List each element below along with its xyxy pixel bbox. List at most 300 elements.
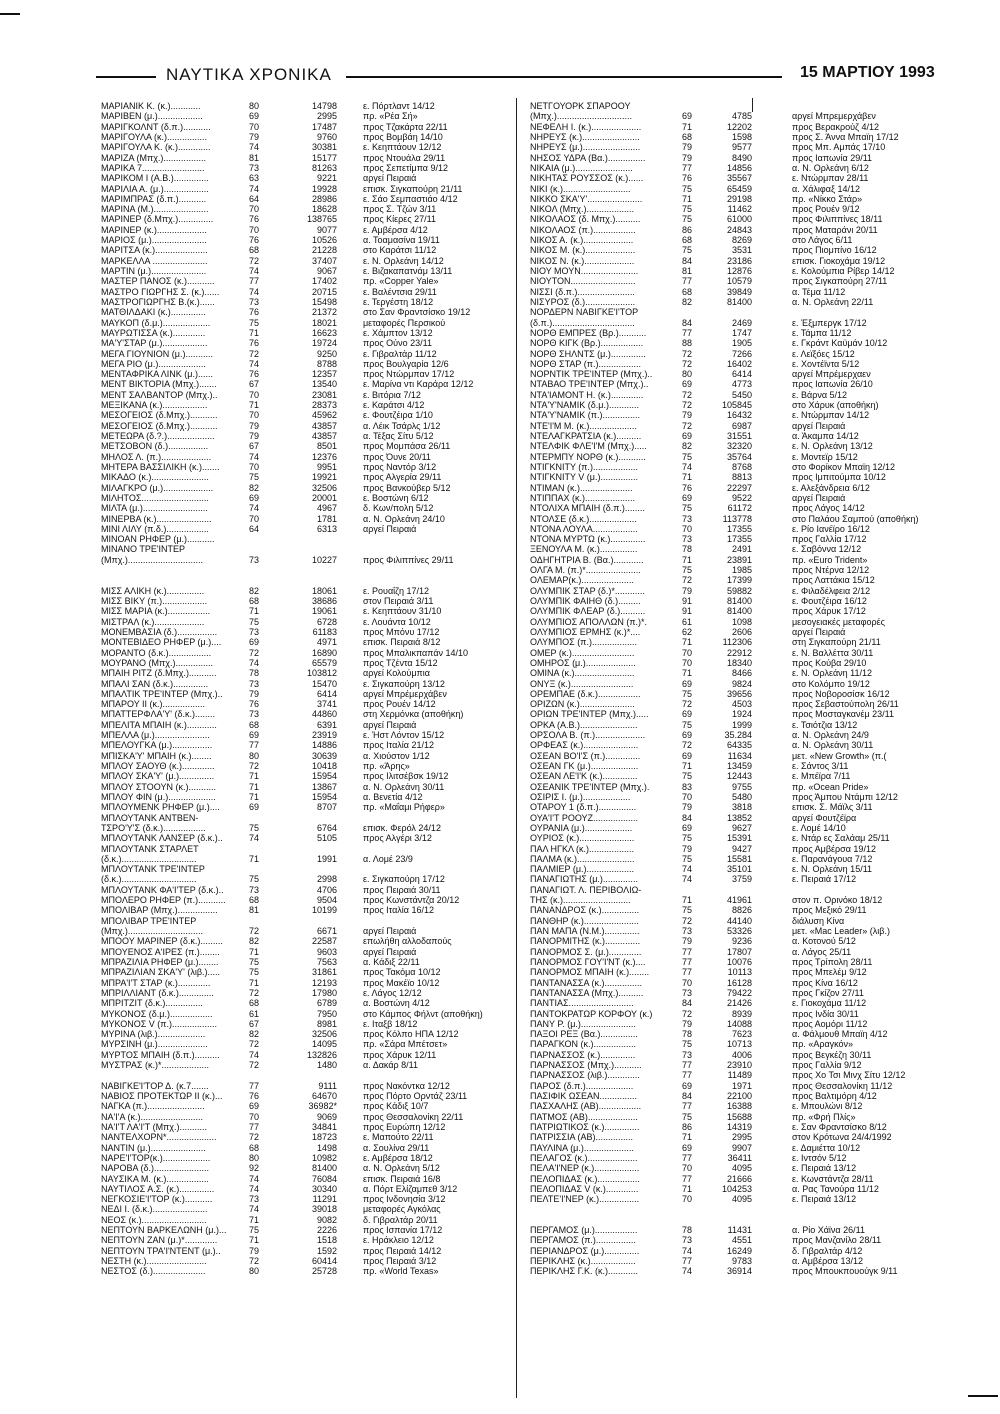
ship-name: ΜΠΡΑΖΙΛΙΑ ΡΗΦΕΡ (μ.)........ [101,956,219,967]
build-year: 92 [249,1163,260,1174]
build-year: 75 [249,967,260,978]
ship-name: ΝΕΦΕΛΗ Ι. (κ.).................... [530,121,642,132]
tonnage: 9824 [731,678,752,689]
margin-mark-top [0,13,20,15]
build-year: 71 [249,791,260,802]
tonnage: 28373 [311,400,337,411]
ship-name: ΜΠΛΟΥΤΑΝΚ ΛΑΝΣΕΡ (δ.κ.).. [101,833,223,844]
build-year: 79 [682,802,693,813]
ship-row [530,1225,960,1235]
position-status: ε. Ντώρμπαν 28/11 [792,173,869,184]
tonnage: 9250 [316,348,337,359]
build-year: 70 [682,977,693,988]
tonnage: 15688 [726,1111,752,1122]
ship-row [530,184,960,194]
position-status: πρ. «Αραγκόν» [792,1039,854,1050]
ship-row [530,483,960,493]
build-year: 71 [249,853,260,864]
tonnage: 2491 [731,544,752,555]
ship-row [530,606,960,616]
tonnage: 104253 [721,1183,752,1194]
ship-name: ΠΑΡΑΓΚΟΝ (κ.)................. [530,1039,637,1050]
build-year: 79 [682,142,693,153]
build-year: 77 [682,1256,693,1266]
build-year: 72 [249,1060,260,1071]
position-status: προς Κίερες 27/11 [363,214,437,225]
ship-name: ΜΙΛΤΑ (μ.).......................... [101,503,208,514]
ship-name: ΜΠΛΟΥ ΦΙΝ (μ.)................... [101,791,216,802]
ship-name: ΜΠΛΟΥΤΑΝΚ ΣΤΑΡΛΕΤ [101,843,199,854]
build-year: 69 [249,730,260,741]
ship-name: ΜΑΡΙΖΑ (Μπχ.)................. [101,152,206,163]
ship-row [530,555,960,565]
ship-row [530,462,960,472]
position-status: ε. Κωνστάντζα 28/11 [792,1173,874,1184]
tonnage: 23910 [726,1060,752,1071]
ship-name: ΜΠΛΟΥΤΑΝΚ ΑΝΤΒΕΝ- [101,812,199,823]
build-year: 67 [249,441,260,452]
tonnage: 36982* [308,1101,337,1112]
build-year: 72 [249,1256,260,1266]
ship-name: ΜΑ'Υ'ΣΤΑΡ (μ.).................. [101,338,208,349]
ship-name: ΜΑΡΙΤΣΑ (κ.)..................... [101,245,208,256]
ship-name: ΠΑΛΜΙΕΡ (μ.)................... [530,864,635,875]
ship-row [530,978,960,988]
ship-name: ΜΥΣΤΡΑΣ (κ.)*................... [101,1060,209,1071]
tonnage: 2998 [316,874,337,885]
ship-name: ΜΠΡΑΖΙΛΙΑΝ ΣΚΑ'Υ' (λιβ.)..... [101,967,221,978]
build-year: 71 [682,472,693,483]
ship-name: ΟΡΙΩΝ ΤΡΕ'ΙΝΤΕΡ (Μπχ.)..... [530,709,649,720]
ship-row [101,1153,511,1163]
ship-name: ΝΑΝΤΕΛΧΟΡΝ*.................... [101,1132,217,1143]
ship-name: ΜΑΡΙΟΣ (μ.)...................... [101,235,207,246]
ship-name: ΞΕΝΟΥΛΑ Μ. (κ.)............... [530,544,638,555]
ship-name: ΝΕΔΙ Ι. (δ.κ.)...................... [101,1204,208,1215]
build-year: 76 [682,482,693,493]
ship-name: ΠΑΛ ΗΓΚΛ (κ.).................. [530,843,634,854]
ship-row [530,792,960,802]
build-year: 80 [249,1266,260,1277]
tonnage: 2995 [731,1132,752,1143]
ship-row [101,895,511,905]
tonnage: 9951 [316,461,337,472]
tonnage: 35.284 [724,730,752,741]
position-status: προς Ντέρνα 12/12 [792,565,870,576]
ship-row [530,1204,960,1214]
position-status: ε. Σαβόννα 12/12 [792,544,862,555]
tonnage: 10076 [726,956,752,967]
tonnage: 41961 [726,895,752,906]
tonnage: 10418 [311,761,337,771]
build-year: 73 [249,1194,260,1205]
ship-row [101,648,511,658]
position-status: α. Ν. Ορλεάνη 22/11 [792,296,874,307]
ship-name: ΠΑΛΜΑ (κ.)....................... [530,853,635,864]
position-status: στον Πειραιά 3/11 [363,596,434,606]
ship-row [101,679,511,689]
ship-row [101,967,511,977]
position-status: προς Αομόρι 11/12 [792,1018,868,1029]
build-year: 71 [249,606,260,617]
ship-name: ΜΑΣΤΡΟ ΓΙΩΡΓΗΣ Σ. (κ.)...... [101,286,220,297]
ship-row [101,1266,511,1276]
position-status: πρ. «Ρέα Σή» [363,111,418,122]
ship-name: ΠΑΞΟΙ ΡΕΞ (Βα.)............... [530,1029,638,1040]
ship-name: ΝΤΑΒΑΟ ΤΡΕ'ΙΝΤΕΡ (Μπχ.).. [530,379,649,390]
build-year: 91 [682,606,693,617]
tonnage: 1999 [731,719,752,730]
build-year: 71 [682,761,693,771]
ship-row [530,1112,960,1122]
tonnage: 11291 [312,1194,337,1205]
ship-row [101,761,511,771]
position-status: α. Δακάρ 8/11 [363,1060,418,1071]
tonnage: 79422 [726,987,752,998]
ship-row [530,101,960,111]
position-status: ε. Καράτσι 4/12 [363,400,425,411]
build-year: 77 [682,946,693,957]
ship-row [101,111,511,121]
position-status: προς Τζέντα 15/12 [363,657,438,668]
ship-name: ΟΤΑΡΟΥ 1 (δ.π.)............... [530,802,637,813]
ship-name: ΠΑΝΤΑΝΑΣΣΑ (κ.)............... [530,977,642,988]
position-status: ε. Σάο Σεμπαστιάο 4/12 [363,193,458,204]
tonnage: 17402 [311,276,337,287]
tonnage: 132826 [306,1049,337,1060]
ship-row [101,1050,511,1060]
position-status: α. Κάδιξ 22/11 [363,956,420,967]
tonnage: 17980 [311,987,337,998]
tonnage: 31551 [726,431,752,441]
tonnage: 14088 [726,1018,752,1029]
ship-row [101,730,511,740]
position-status: δ. Κων/πολη 5/12 [363,503,434,514]
ship-row [101,575,511,585]
ship-name: ΝΑΡΟΒΑ (δ.)...................... [101,1163,210,1174]
position-status: α. Τοαμασίνα 19/11 [363,235,440,246]
build-year: 74 [249,1173,260,1184]
ship-row [101,483,511,493]
ship-row [530,627,960,637]
build-year: 84 [682,812,693,823]
ship-row [530,204,960,214]
tonnage: 2995 [316,111,337,122]
build-year: 69 [249,802,260,813]
tonnage: 12376 [311,451,337,462]
ship-row [101,720,511,730]
tonnage: 112306 [722,637,752,648]
tonnage: 39018 [311,1204,337,1215]
ship-name: ΜΙΛΑΓΚΡΟ (μ.).................... [101,482,214,493]
build-year: 71 [682,121,693,132]
tonnage: 10227 [311,554,337,565]
build-year: 70 [682,657,693,668]
tonnage: 6414 [316,688,337,699]
tonnage: 20715 [311,286,337,297]
tonnage: 32506 [311,1029,337,1040]
tonnage: 12357 [311,369,337,380]
position-status: προς Όυνε 20/11 [363,451,431,462]
tonnage: 9522 [731,492,752,503]
ship-name: ΟΜΙΝΑ (κ.)........................ [530,668,635,679]
ship-name: ΟΡΕΜΠΑΕ (δ.κ.)................. [530,688,641,699]
tonnage: 65579 [311,657,337,668]
position-status: προς Μακέϊο 10/12 [363,977,440,988]
tonnage: 12876 [726,266,752,276]
ship-name: ΟΣΕΑΝ ΒΟ'Ι'Σ (π.).............. [530,750,641,761]
build-year: 68 [249,1142,260,1153]
tonnage: 61183 [312,626,337,637]
position-status: α. Ν. Ορλεάνη 24/9 [792,730,869,741]
ship-name: ΜΑΡΤΙΝ (μ.)...................... [101,266,207,276]
ship-name: ΠΑΡΝΑΣΣΟΣ (Μπχ.)........... [530,1060,642,1071]
ship-row [101,555,511,565]
ship-row [101,1184,511,1194]
build-year: 69 [682,730,693,741]
build-year: 79 [682,410,693,421]
tonnage: 81400 [726,596,752,606]
ship-name: ΜΠΟΛΙΒΑΡ ΤΡΕ'ΙΝΤΕΡ [101,915,197,926]
tonnage: 105845 [721,400,752,411]
ship-name: ΜΙΣΤΡΑΛ (κ.).................... [101,616,205,627]
position-status: αργεί Πειραιά [792,420,846,431]
ship-row [101,1122,511,1132]
ship-row [530,359,960,369]
ship-name: ΝΟΡΘ ΚΙΓΚ (Βρ.)................. [530,338,644,349]
position-status: επισκ. Σ. Μάϊλς 3/11 [792,802,873,813]
ship-row [101,1112,511,1122]
tonnage: 43857 [311,420,337,431]
build-year: 76 [249,338,260,349]
ship-name: ΜΟΝΕΜΒΑΣΙΑ (δ.)................ [101,626,218,637]
build-year: 73 [249,296,260,307]
build-year: 72 [249,761,260,771]
build-year: 84 [682,317,693,328]
ship-name: ΜΑΡΙΓΚΟΛΝΤ (δ.π.)........... [101,121,211,132]
position-status: πρ. «Νίκκο Στάρ» [792,193,863,204]
ship-name: ΝΙΟΥΤΟΝ.......................... [530,276,636,287]
ship-row [101,586,511,596]
ship-name: ΝΕΠΤΟΥΝ ΒΑΡΚΕΛΩΝΗ (μ.)... [101,1225,227,1236]
tonnage: 14886 [311,740,337,751]
ship-row [530,637,960,647]
ship-row [101,1070,511,1080]
ship-name: (Μπχ.).............................. [530,111,632,122]
build-year: 71 [249,400,260,411]
tonnage: 18723 [311,1132,337,1143]
build-year: 68 [249,895,260,906]
position-status: προς Νοβοροσίσκ 16/12 [792,688,890,699]
ship-name: ΟΜΕΡ (κ.)......................... [530,647,635,658]
tonnage: 15391 [726,833,752,844]
ship-row [101,514,511,524]
tonnage: 6789 [316,998,337,1009]
position-status: ε. Δαμιέττα 10/12 [792,1142,861,1153]
build-year: 84 [682,998,693,1009]
ship-row [530,421,960,431]
tonnage: 81400 [311,1163,337,1174]
tonnage: 4773 [731,379,752,390]
tonnage: 45962 [311,410,337,421]
build-year: 71 [682,668,693,679]
ship-name: ΝΤΑ'ΙΑΜΟΝΤ Η. (κ.)............. [530,389,644,400]
build-year: 73 [682,926,693,936]
ship-name: ΝΙΚΗΤΑΣ ΡΟΥΣΣΟΣ (κ.)...... [530,173,644,184]
position-status: προς Φιλιππίνες 18/11 [792,214,883,225]
position-status: προς Μπουκπουούγκ 9/11 [792,1266,898,1277]
build-year: 69 [249,637,260,648]
ship-name: ΜΙΣΣ ΜΑΡΙΑ (κ.)................. [101,606,211,617]
build-year: 82 [249,936,260,947]
ship-name: ΝΗΣΟΣ ΥΔΡΑ (Βα.)............... [530,152,646,163]
build-year: 71 [249,771,260,782]
ship-row [101,1194,511,1204]
ship-name: ΝΕΓΚΟΣΙΕ'Ι'ΤΟΡ (κ.)........... [101,1194,213,1205]
tonnage: 9067 [316,266,337,276]
ship-name: ΟΣΕΑΝΙΚ ΤΡΕ'ΙΝΤΕΡ (Μπχ.). [530,781,650,792]
build-year: 73 [249,709,260,720]
build-year: 79 [249,688,260,699]
build-year: 69 [682,822,693,833]
ship-row [530,1143,960,1153]
tonnage: 16402 [726,358,752,369]
ship-name: ΜΙΝΟΑΝ ΡΗΦΕΡ (μ.)........... [101,534,215,545]
tonnage: 7950 [316,1008,337,1019]
build-year: 72 [682,699,693,710]
position-status: ε. Τσιότζια 13/12 [792,719,858,730]
build-year: 74 [682,1245,693,1256]
ship-name: ΠΑΝΟΡΜΟΣ ΜΠΑΙΗ (κ.)........ [530,967,650,978]
build-year: 73 [682,513,693,524]
position-status: ε. Λουάντα 10/12 [363,616,431,627]
build-year: 76 [249,214,260,225]
position-status: προς Πειραιά 14/12 [363,1245,442,1256]
position-status: α. Χιούστον 1/12 [363,750,430,761]
ship-name: ΠΑΤΡΙΩΤΙΚΟΣ (κ.).............. [530,1121,640,1132]
ship-row [530,1029,960,1039]
ship-row [101,142,511,152]
tonnage: 21426 [726,998,752,1009]
build-year: 68 [682,286,693,297]
build-year: 77 [249,740,260,751]
tonnage: 15498 [311,296,337,307]
position-status: προς Ούνο 23/11 [363,338,432,349]
ship-row [101,276,511,286]
build-year: 72 [682,389,693,400]
ship-name: ΝΤΙΜΑΝ (κ.)..................... [530,482,633,493]
ship-row [530,586,960,596]
build-year: 77 [682,1152,693,1163]
tonnage: 16249 [726,1245,752,1256]
position-status: προς Αμβέρσα 19/12 [792,843,876,854]
tonnage: 3741 [316,699,337,710]
ship-name: ΠΕΛΟΠΙΔΑΣ V (κ.)............. [530,1183,639,1194]
build-year: 72 [682,740,693,751]
ship-row [530,771,960,781]
build-year: 78 [682,1225,693,1236]
position-status: ε. Λεϊξόες 15/12 [792,348,855,359]
tonnage: 4967 [316,503,337,514]
position-status: προς Ινδονησία 3/12 [363,1194,446,1205]
ship-name: ΜΠΕΛΙΤΑ ΜΠΑΙΗ (κ.)............ [101,719,217,730]
build-year: 84 [682,255,693,266]
tonnage: 32506 [311,482,337,493]
ship-name: ΝΟΡΔΕΡΝ ΝΑΒΙΓΚΕ'Ι'ΤΟΡ [530,307,639,318]
tonnage: 12193 [311,977,337,988]
ship-row [101,1215,511,1225]
ship-row [101,472,511,482]
ship-name: ΠΑΝΘΗΡ (κ.)...................... [530,915,639,926]
ship-name: ΜΕΤΕΩΡΑ (δ.?.)................... [101,431,215,441]
ship-name: ΠΕΡΓΑΜΟΣ (π.)................ [530,1235,636,1246]
tonnage: 64670 [311,1091,337,1101]
position-status: αργεί Μπρέμερχαεν [792,369,871,380]
tonnage: 21666 [726,1173,752,1184]
ship-row [101,225,511,235]
ship-name: ΟΛΥΜΠΙΟΣ ΕΡΜΗΣ (κ.)*.... [530,626,641,637]
ship-row [101,1246,511,1256]
position-status: ε. Σαν Φραντσίσκο 8/12 [792,1121,887,1132]
tonnage: 9783 [731,1256,752,1266]
position-status: προς Νακόντκα 12/12 [363,1080,450,1091]
ship-name: ΝΙΚΟΛ (Μπχ.)................... [530,204,635,215]
position-status: ε. Μαρίνα ντι Καράρα 12/12 [363,379,474,390]
ship-name: ΝΕΤΓΟΥΟΡΚ ΣΠΑΡΟΟΥ [530,101,631,111]
ship-row [530,1009,960,1019]
ship-row [530,565,960,575]
ship-row [530,1194,960,1204]
ship-name: ΠΑΝΟΡΜΟΣ Σ. (μ.)............. [530,946,642,957]
tonnage: 9907 [731,1142,752,1153]
section-title: ΝΑΥΤΙΚΑ ΧΡΟΝΙΚΑ [166,65,332,84]
tonnage: 1905 [731,338,752,349]
ship-name: ΟΛΕΜΑΡ(κ.)..................... [530,575,634,586]
position-status: προς Χάρυκ 17/12 [792,606,866,617]
position-status: προς Σ. Άννα Μπαϊη 17/12 [792,131,899,142]
ship-name: ΠΕΛΤΕ'Ι'ΝΕΡ (κ.)................ [530,1194,640,1205]
ship-row [101,431,511,441]
position-status: προς Χο Τσι Μινχ Σίτυ 12/12 [792,1070,906,1081]
position-status: στο Κολόμπο 19/12 [792,678,870,689]
ship-row [530,1174,960,1184]
build-year: 82 [249,1029,260,1040]
tonnage: 10713 [726,1039,752,1050]
build-year: 72 [682,358,693,369]
ship-name: ΜΥΡΣΙΝΗ (μ.).................... [101,1039,208,1050]
position-status: προς Μπελέμ 9/12 [792,967,867,978]
tonnage: 23919 [311,730,337,741]
ship-name: ΝΗΡΕΥΣ (μ.)....................... [530,142,641,153]
build-year: 77 [682,327,693,338]
position-status: προς Κωνστάντζα 20/12 [363,895,460,906]
build-year: 70 [249,1111,260,1122]
build-year: 77 [682,967,693,978]
build-year: 72 [682,400,693,411]
ship-name: ΟΣΕΑΝ ΓΚ (μ.)................... [530,761,639,771]
position-status: αργεί Πειραιά [792,492,846,503]
position-status: ε. Φουτζέιρα 1/10 [363,410,433,421]
position-status: προς Ρουέν 9/12 [792,204,860,215]
build-year: 88 [682,338,693,349]
build-year: 74 [682,1266,693,1277]
build-year: 70 [682,523,693,534]
build-year: 86 [682,224,693,235]
position-status: α. Σουλίνα 29/11 [363,1142,430,1153]
ship-row [101,194,511,204]
ship-row [101,441,511,451]
tonnage: 16128 [726,977,752,988]
